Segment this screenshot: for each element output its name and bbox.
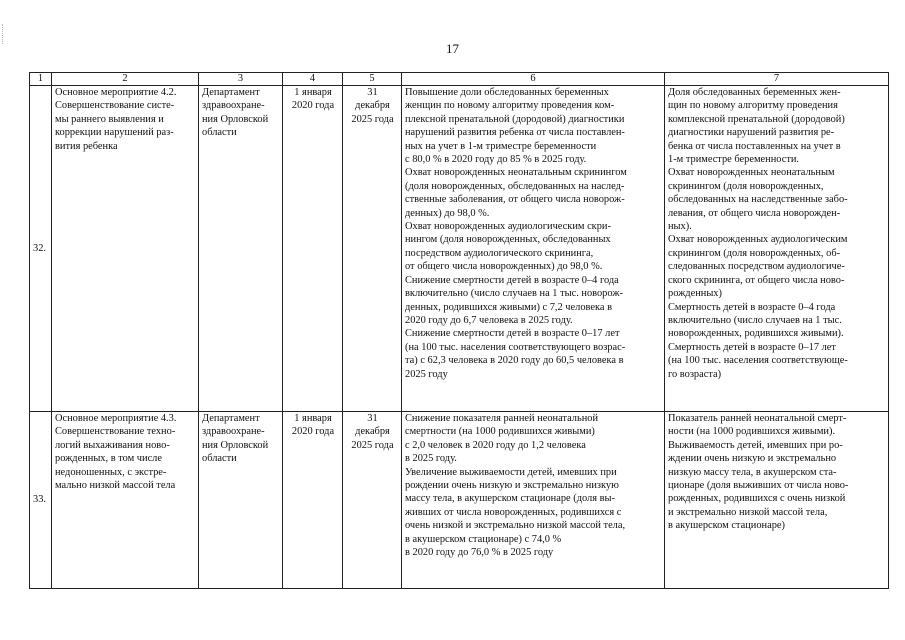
text-line: живших от числа новорожденных, родившихся с — [405, 506, 622, 518]
text-line: коррекции нарушений раз- — [55, 127, 174, 139]
text-line: в акушерском стационаре) с 74,0 % — [405, 533, 562, 545]
text-line: Основное мероприятие 4.3. — [55, 413, 177, 424]
row-number: 33. — [30, 412, 52, 589]
text-line: Основное мероприятие 4.2. — [55, 87, 177, 98]
text-line: Департамент — [202, 87, 260, 98]
text-line: логий выхаживания ново- — [55, 439, 170, 451]
text-line: Увеличение выживаемости детей, имевших при — [405, 466, 617, 478]
text-line: обследованных на наследственные забо- — [668, 194, 848, 206]
column-header: 3 — [199, 73, 283, 86]
text-line: ского скрининга, от общего числа ново- — [668, 274, 845, 286]
text-line: щин по новому алгоритму проведения — [668, 100, 838, 112]
table-row — [30, 86, 889, 412]
row-number: 32. — [30, 86, 52, 412]
text-line: денных) до 98,0 %. — [405, 207, 490, 219]
header-row — [30, 73, 889, 86]
text-line: Смертность детей в возрасте 0–17 лет — [668, 341, 836, 353]
text-line: ния Орловской — [202, 439, 269, 451]
text-line: включительно (число случаев на 1 тыс. — [668, 314, 842, 326]
text-line: Показатель ранней неонатальной смерт- — [668, 413, 847, 424]
executor-cell — [199, 412, 283, 589]
text-line: ния Орловской — [202, 113, 269, 125]
text-line: 2025 года — [351, 113, 394, 125]
text-line: Доля обследованных беременных жен- — [668, 87, 841, 98]
text-line: женщин по новому алгоритму проведения ком- — [405, 100, 615, 112]
expected-result-cell — [402, 412, 665, 589]
start-date-cell — [283, 86, 343, 412]
text-line: скринингом (доля новорожденных, об- — [668, 247, 841, 259]
column-header: 5 — [343, 73, 402, 86]
text-line: ственные заболевания, от общего числа новорож- — [405, 194, 625, 206]
table-row — [30, 412, 889, 589]
column-header: 1 — [30, 73, 52, 86]
text-line: нарушений развития ребенка от числа поставлен- — [405, 127, 625, 139]
text-line: низкую массу тела, в акушерском ста- — [668, 466, 837, 478]
column-header: 7 — [665, 73, 889, 86]
column-header: 6 — [402, 73, 665, 86]
text-line: (на 100 тыс. населения соответствующе- — [668, 355, 848, 367]
text-line: рожденных, родившихся с очень низкой — [668, 493, 846, 505]
text-line: ных). — [668, 221, 692, 233]
text-line: включительно (число случаев на 1 тыс. новорож- — [405, 288, 623, 300]
text-line: 2020 году до 6,7 человека в 2025 году. — [405, 314, 573, 326]
text-line: Снижение смертности детей в возрасте 0–4 года — [405, 274, 619, 286]
text-line: нингом (доля новорожденных, обследованных — [405, 234, 611, 246]
text-line: Охват новорожденных неонатальным скринингом — [405, 167, 627, 179]
text-line: декабря — [355, 426, 390, 438]
text-line: вития ребенка — [55, 140, 118, 152]
text-line: Снижение показателя ранней неонатальной — [405, 413, 599, 424]
text-line: та) с 62,3 человека в 2020 году до 60,5 человека в — [405, 355, 624, 367]
text-line: новорожденных, родившихся живыми). — [668, 328, 844, 340]
text-line: области — [202, 453, 237, 465]
text-line: бенка от числа поставленных на учет в — [668, 140, 841, 152]
text-line: посредством аудиологического скрининга, — [405, 247, 594, 259]
text-line: левания, от общего числа новорожден- — [668, 207, 841, 219]
text-line: в 2025 году. — [405, 453, 457, 465]
text-line: и экстремально низкой массой тела, — [668, 506, 828, 518]
text-line: в 2020 году до 76,0 % в 2025 году — [405, 547, 554, 559]
text-line: рожденных, в том числе — [55, 453, 162, 465]
text-line: диагностики нарушений развития ре- — [668, 127, 835, 139]
text-line: Совершенствование систе- — [55, 100, 175, 112]
text-line: плексной пренатальной (дородовой) диагностики — [405, 113, 625, 125]
column-header: 2 — [52, 73, 199, 86]
event-cell — [52, 412, 199, 589]
expected-result-cell — [402, 86, 665, 412]
text-line: 31 — [367, 87, 378, 98]
executor-cell — [199, 86, 283, 412]
text-line: с 2,0 человек в 2020 году до 1,2 человека — [405, 439, 586, 451]
text-line: Охват новорожденных аудиологическим — [668, 234, 848, 246]
text-line: ждении очень низкую и экстремально — [668, 453, 837, 465]
text-line: в акушерском стационаре) — [668, 520, 785, 532]
text-line: с 80,0 % в 2020 году до 85 % в 2025 году. — [405, 154, 587, 166]
text-line: (доля новорожденных, обследованных на наслед- — [405, 180, 625, 192]
indicator-cell — [665, 412, 889, 589]
text-line: 1-м триместре беременности. — [668, 154, 800, 166]
text-line: ционаре (доля выживших от числа ново- — [668, 480, 849, 492]
text-line: очень низкой и экстремально низкой массой тела, — [405, 520, 626, 532]
text-line: комплексной пренатальной (дородовой) — [668, 113, 845, 125]
column-header: 4 — [283, 73, 343, 86]
text-line: 2025 году — [405, 368, 448, 380]
text-line: скринингом (доля новорожденных, — [668, 180, 824, 192]
text-line: Совершенствование техно- — [55, 426, 176, 438]
text-line: мы раннего выявления и — [55, 113, 164, 125]
text-line: Выживаемость детей, имевших при ро- — [668, 439, 843, 451]
end-date-cell — [343, 412, 402, 589]
event-cell — [52, 86, 199, 412]
page-number: 17 — [446, 41, 459, 56]
start-date-cell — [283, 412, 343, 589]
text-line: от общего числа новорожденных) до 98,0 %. — [405, 261, 603, 273]
text-line: го возраста) — [668, 368, 722, 380]
text-line: 1 января — [294, 87, 332, 98]
text-line: смертности (на 1000 родившихся живыми) — [405, 426, 595, 438]
text-line: мально низкой массой тела — [55, 480, 176, 492]
text-line: ных на учет в 1-м триместре беременности — [405, 140, 597, 152]
text-line: Охват новорожденных аудиологическим скри- — [405, 221, 611, 233]
text-line: недоношенных, с экстре- — [55, 466, 167, 478]
text-line: Снижение смертности детей в возрасте 0–17 лет — [405, 328, 620, 340]
text-line: 31 — [367, 413, 378, 424]
text-line: (на 100 тыс. населения соответствующего возрас- — [405, 341, 626, 353]
text-line: следованных посредством аудиологиче- — [668, 261, 845, 273]
text-line: рождении очень низкую и экстремально низкую — [405, 480, 619, 492]
text-line: Департамент — [202, 413, 260, 424]
end-date-cell — [343, 86, 402, 412]
text-line: 2025 года — [351, 439, 394, 451]
text-line: 2020 года — [291, 100, 335, 112]
text-line: массу тела, в акушерском стационаре (доля вы- — [405, 493, 615, 505]
text-line: здравоохране- — [202, 426, 265, 438]
indicator-cell — [665, 86, 889, 412]
text-line: ности (на 1000 родившихся живыми). — [668, 426, 836, 438]
text-line: денных, родившихся живыми) с 7,2 человека в — [405, 301, 612, 313]
text-line: области — [202, 127, 237, 139]
text-line: Смертность детей в возрасте 0–4 года — [668, 301, 836, 313]
text-line: здравоохране- — [202, 100, 265, 112]
measures-table — [29, 72, 889, 589]
text-line: рожденных) — [668, 288, 722, 300]
text-line: Повышение доли обследованных беременных — [405, 87, 609, 98]
text-line: 2020 года — [291, 426, 335, 438]
text-line: Охват новорожденных неонатальным — [668, 167, 835, 179]
text-line: 1 января — [294, 413, 332, 424]
text-line: декабря — [355, 100, 390, 112]
